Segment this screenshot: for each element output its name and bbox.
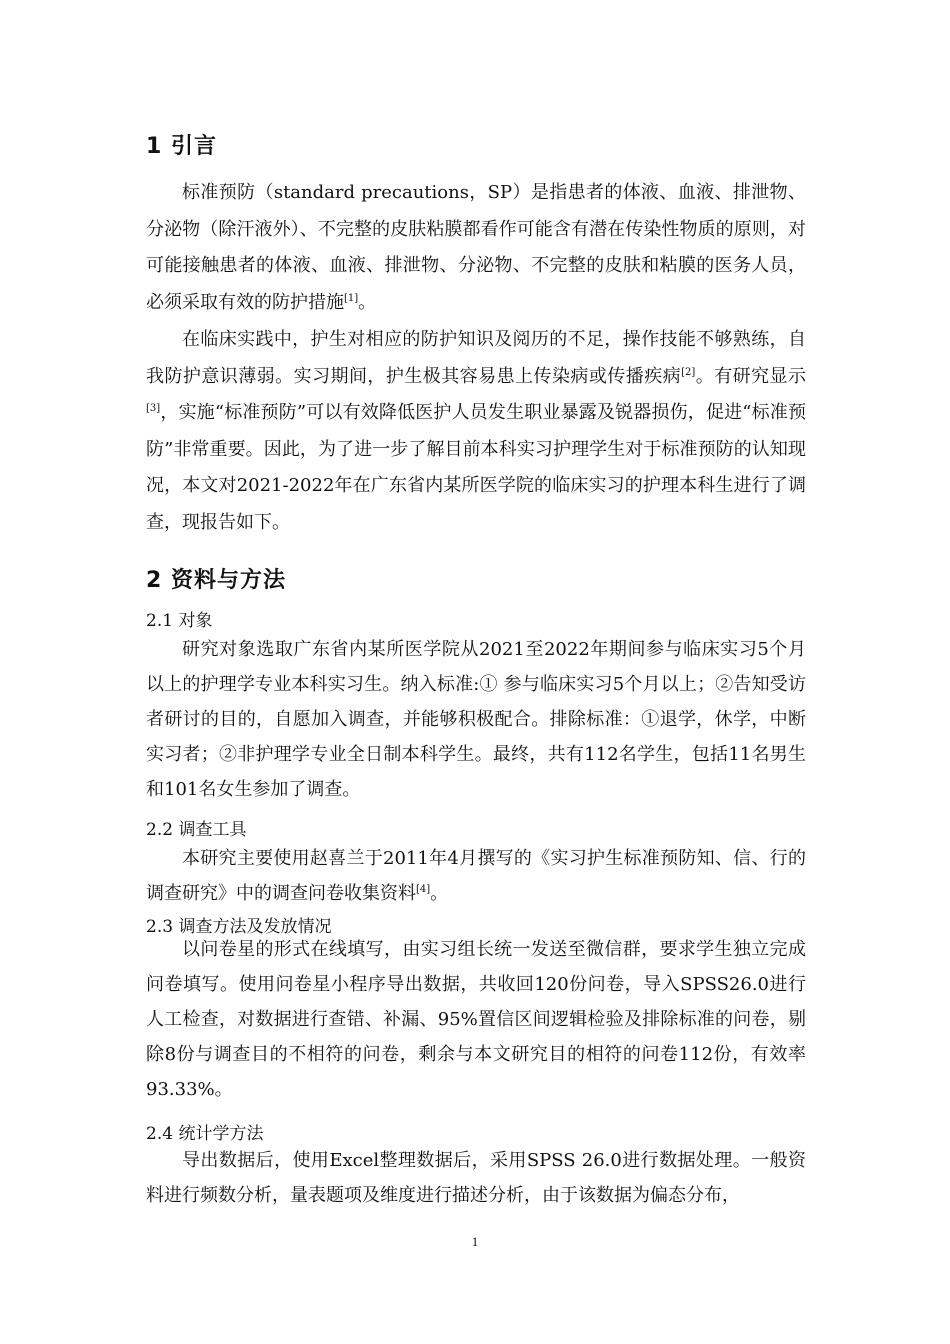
intro-paragraph-2-text-c: ，实施“标准预防”可以有效降低医护人员发生职业暴露及锐器损伤，促进“标准预防”非常重要。因此，为了进一步了解目前本科实习护理学生对于标准预防的认知现况，本文对2021-2022年在广东省内某所医学院的临床实习的护理本科生进行了调查，现报告如下。 <box>146 402 806 533</box>
subsection-2-3-heading: 2.3 调查方法及发放情况 <box>146 917 332 937</box>
intro-paragraph-2-text-b: 。有研究显示 <box>695 365 807 387</box>
subsection-2-4-heading: 2.4 统计学方法 <box>146 1124 264 1144</box>
section-2-heading: 2 资料与方法 <box>146 568 286 593</box>
subsection-2-1-heading: 2.1 对象 <box>146 611 213 631</box>
subsection-2-2-end: 。 <box>430 883 449 904</box>
intro-paragraph-2-text-a: 在临床实践中，护生对相应的防护知识及阅历的不足，操作技能不够熟练，自我防护意识薄弱。实习期间，护生极其容易患上传染病或传播疾病 <box>146 329 806 387</box>
citation-1: [1] <box>344 292 359 304</box>
citation-4: [4] <box>416 884 431 895</box>
intro-paragraph-1-text: 标准预防（standard precautions，SP）是指患者的体液、血液、排泄物、分泌物（除汗液外）、不完整的皮肤粘膜都看作可能含有潜在传染性物质的原则，对可能接触患者的体液、血液、排泄物、分泌物、不完整的皮肤和粘膜的医务人员，必须采取有效的防护措施 <box>146 182 806 313</box>
page-number: 1 <box>471 1234 479 1249</box>
citation-3: [3] <box>146 403 161 414</box>
intro-paragraph-1-end: 。 <box>358 291 377 313</box>
subsection-2-4-paragraph: 导出数据后，使用Excel整理数据后，采用SPSS 26.0进行数据处理。一般资料进行频数分析，量表题项及维度进行描述分析，由于该数据为偏态分布， <box>146 1150 806 1206</box>
intro-paragraph-2 <box>146 322 806 541</box>
citation-2: [2] <box>681 366 696 378</box>
subsection-2-1-paragraph: 研究对象选取广东省内某所医学院从2021至2022年期间参与临床实习5个月以上的护理学专业本科实习生。纳入标准:① 参与临床实习5个月以上；②告知受访者研讨的目的，自愿加入调查，并能够积极配合。排除标准：①退学，休学，中断实习者；②非护理学专业全日制本科学生。最终，共有112名学生，包括11名男生和101名女生参加了调查。 <box>146 639 806 800</box>
section-1-heading: 1 引言 <box>146 134 217 159</box>
subsection-2-2-text: 本研究主要使用赵喜兰于2011年4月撰写的《实习护生标准预防知、信、行的调查研究》中的调查问卷收集资料 <box>146 848 806 904</box>
subsection-2-2-heading: 2.2 调查工具 <box>146 820 247 840</box>
subsection-2-3-paragraph: 以问卷星的形式在线填写，由实习组长统一发送至微信群，要求学生独立完成问卷填写。使用问卷星小程序导出数据，共收回120份问卷，导入SPSS26.0进行人工检查，对数据进行查错、补漏、95%置信区间逻辑检验及排除标准的问卷，剔除8份与调查目的不相符的问卷，剩余与本文研究目的相符的问卷112份，有效率93.33%。 <box>146 939 806 1100</box>
subsection-2-2-paragraph <box>146 841 806 911</box>
intro-paragraph-1 <box>146 175 806 321</box>
